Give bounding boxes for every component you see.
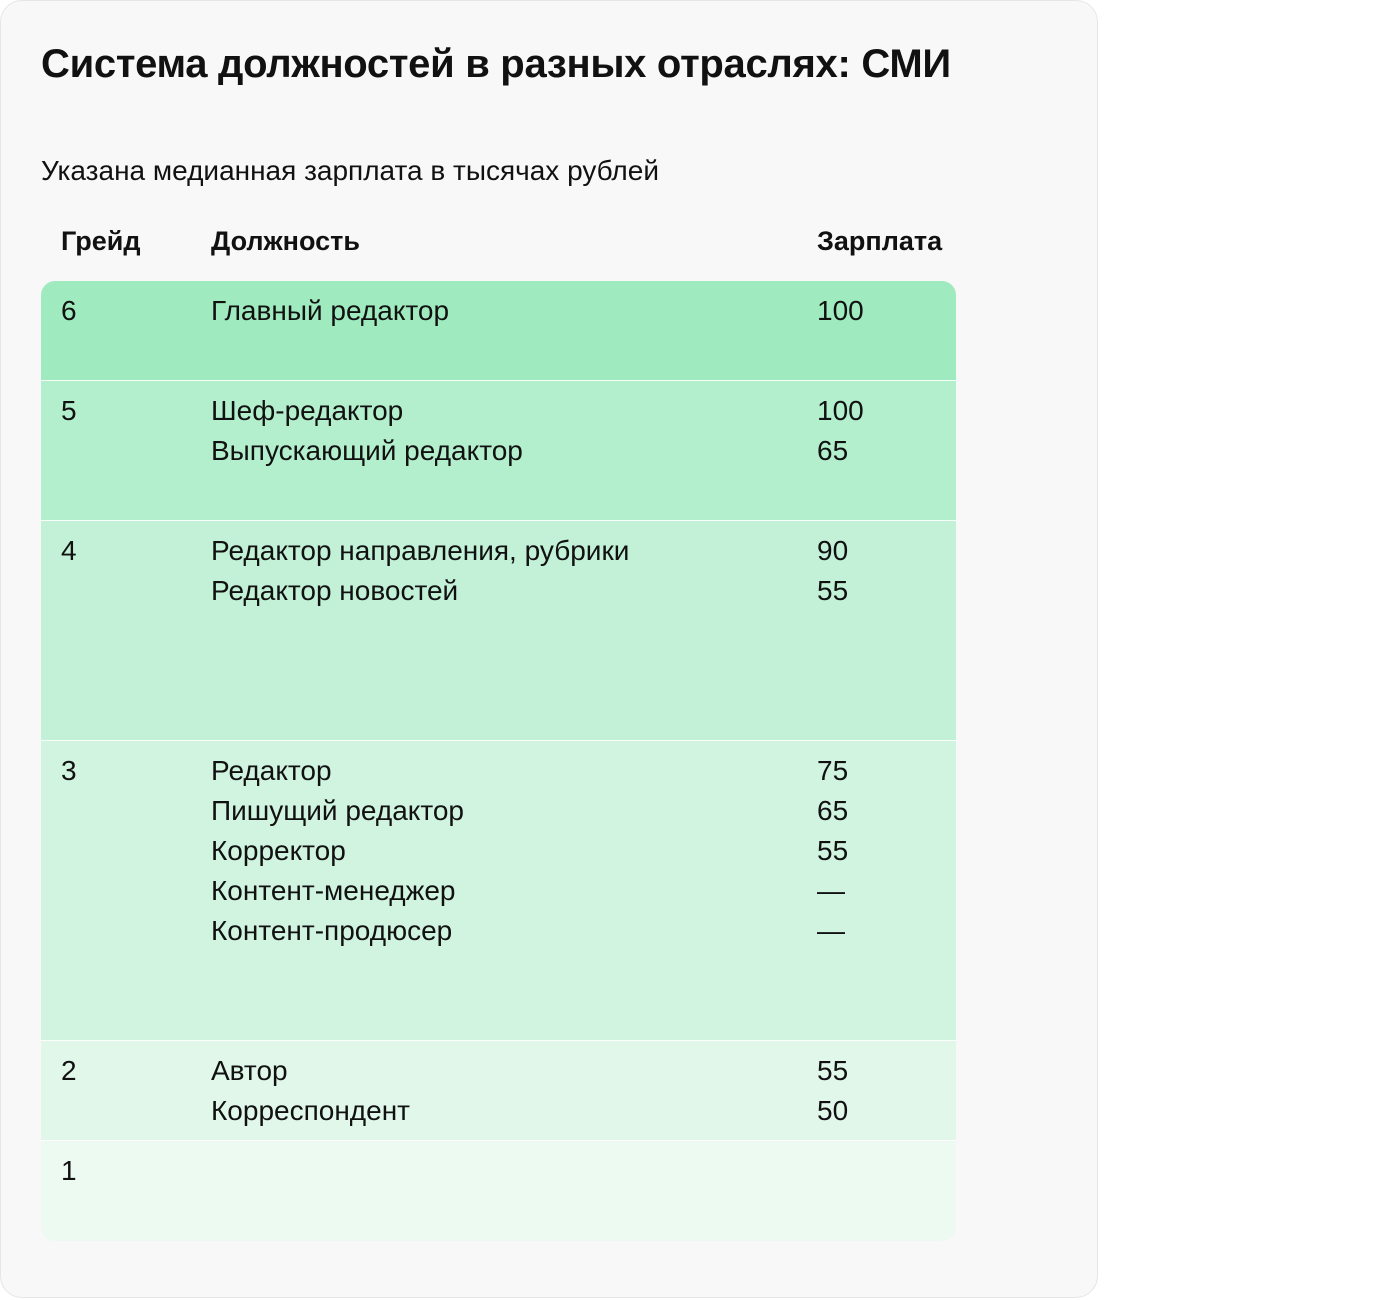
job-salary: 55 xyxy=(817,575,849,606)
grade-row-2 xyxy=(41,1041,956,1141)
job-item xyxy=(211,571,951,611)
grade-row-1 xyxy=(41,1141,956,1241)
grade-row-3 xyxy=(41,741,956,1041)
job-salary: — xyxy=(817,875,845,906)
page-title: Система должностей в разных отраслях: СМИ xyxy=(41,42,951,86)
page-subtitle: Указана медианная зарплата в тысячах рублей xyxy=(41,155,659,186)
grades-table xyxy=(41,281,956,1241)
job-list xyxy=(211,531,951,611)
job-salary: 50 xyxy=(817,1095,849,1126)
job-item xyxy=(211,871,951,911)
job-salary: 55 xyxy=(817,1055,849,1086)
grade-row-4 xyxy=(41,521,956,741)
job-title: Корреспондент xyxy=(211,1095,410,1126)
job-title: Главный редактор xyxy=(211,295,450,326)
job-salary: 55 xyxy=(817,835,849,866)
grade-row-5 xyxy=(41,381,956,521)
job-title: Редактор новостей xyxy=(211,575,459,606)
job-salary: 100 xyxy=(817,395,864,426)
job-item xyxy=(211,531,951,571)
job-salary: 100 xyxy=(817,295,864,326)
job-title: Контент-продюсер xyxy=(211,915,453,946)
job-salary: 75 xyxy=(817,755,849,786)
job-title: Автор xyxy=(211,1055,288,1086)
job-item xyxy=(211,431,951,471)
grade-number: 6 xyxy=(61,295,77,326)
grade-number: 5 xyxy=(61,395,77,426)
job-item xyxy=(211,1051,951,1091)
grade-number: 1 xyxy=(61,1155,77,1186)
grade-row-6 xyxy=(41,281,956,381)
grade-number: 3 xyxy=(61,755,77,786)
grade-number: 4 xyxy=(61,535,77,566)
job-item xyxy=(211,751,951,791)
job-title: Выпускающий редактор xyxy=(211,435,523,466)
job-title: Корректор xyxy=(211,835,346,866)
job-title: Шеф-редактор xyxy=(211,395,404,426)
job-title: Контент-менеджер xyxy=(211,875,456,906)
job-item xyxy=(211,831,951,871)
job-salary: 65 xyxy=(817,435,849,466)
job-item xyxy=(211,1091,951,1131)
job-list xyxy=(211,1051,951,1131)
job-list xyxy=(211,291,951,331)
job-salary: 65 xyxy=(817,795,849,826)
job-item xyxy=(211,791,951,831)
column-header-grade: Грейд xyxy=(61,226,141,256)
grade-number: 2 xyxy=(61,1055,77,1086)
job-item xyxy=(211,911,951,951)
job-list xyxy=(211,751,951,951)
job-item xyxy=(211,391,951,431)
job-title: Редактор xyxy=(211,755,332,786)
job-salary: 90 xyxy=(817,535,849,566)
column-header-salary: Зарплата xyxy=(817,226,943,256)
job-list xyxy=(211,391,951,471)
job-title: Редактор направления, рубрики xyxy=(211,535,630,566)
job-title: Пишущий редактор xyxy=(211,795,464,826)
column-header-position: Должность xyxy=(211,226,360,256)
job-item xyxy=(211,291,951,331)
job-salary: — xyxy=(817,915,845,946)
table-header xyxy=(41,221,956,261)
